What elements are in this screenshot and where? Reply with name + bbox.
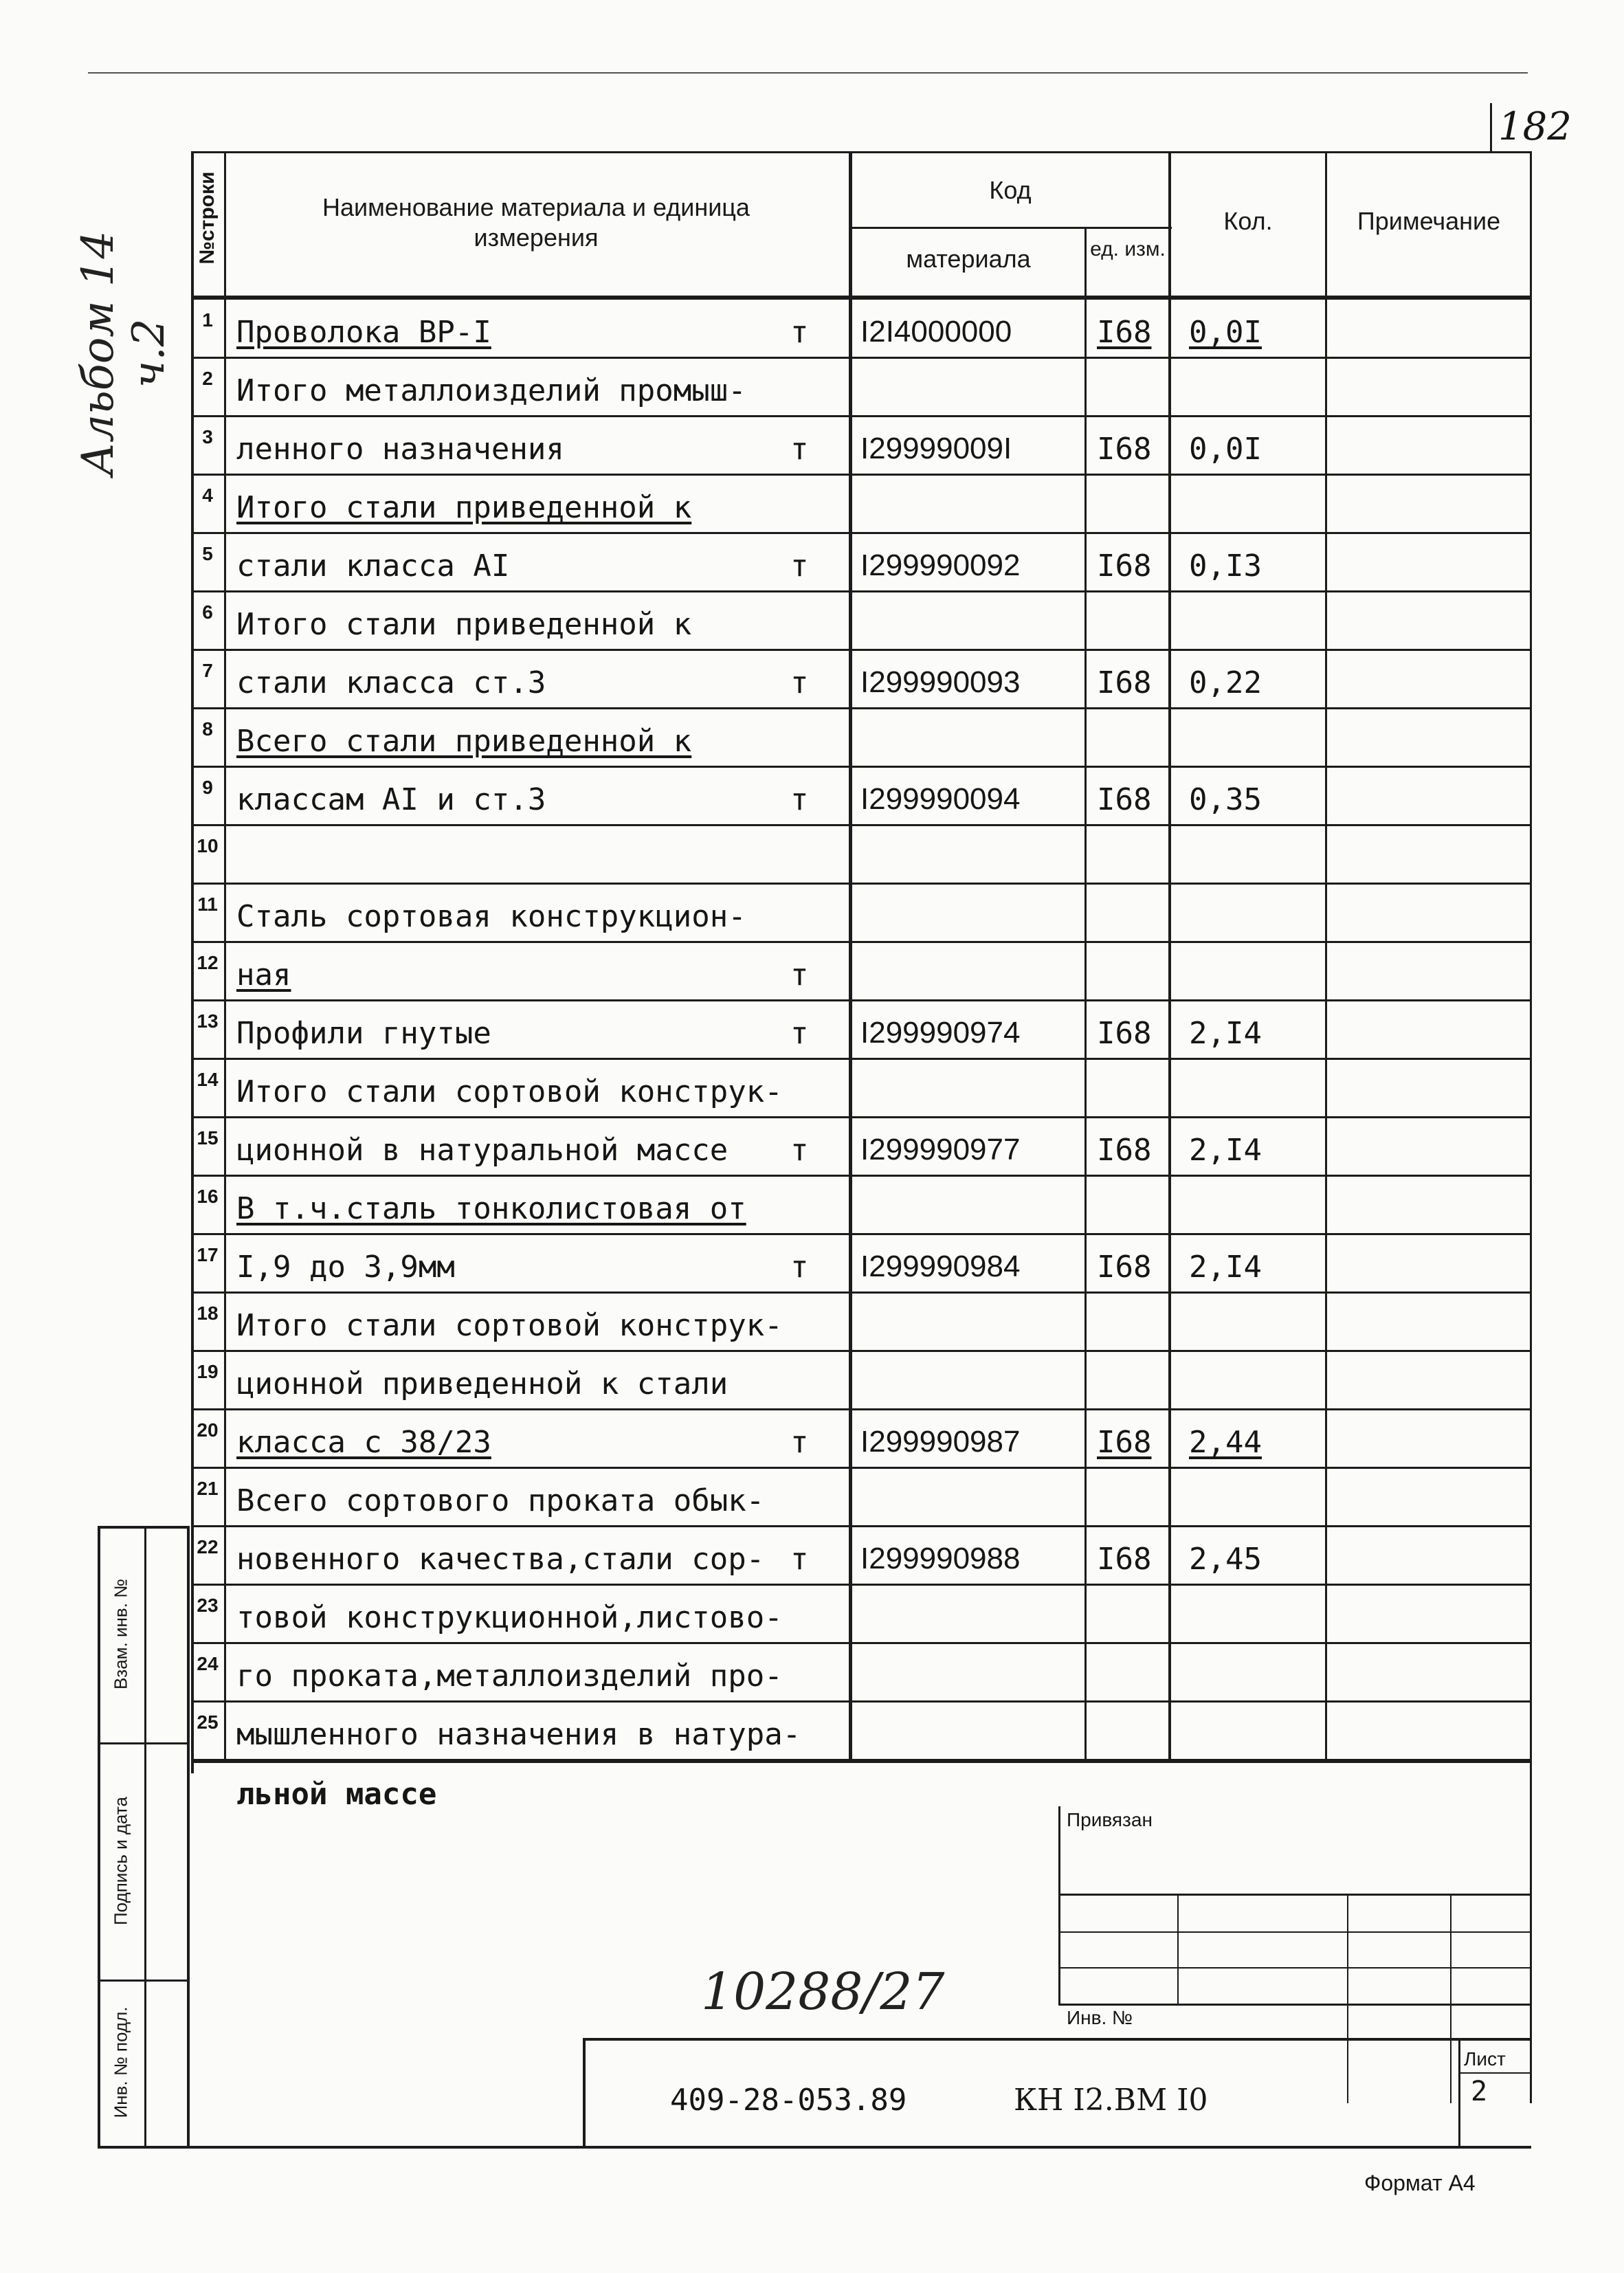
row-number: 16 <box>197 1186 219 1207</box>
quantity: 0,0I <box>1189 432 1262 467</box>
material-code: I299990988 <box>860 1542 1021 1575</box>
row-number: 18 <box>197 1302 219 1324</box>
row-divider <box>191 357 1531 359</box>
unit-letter: т <box>790 315 809 350</box>
unit-code: I68 <box>1097 782 1152 817</box>
quantity: 2,44 <box>1189 1425 1262 1460</box>
unit-code: I68 <box>1097 315 1152 350</box>
continuation-text: льной массе <box>236 1777 437 1812</box>
handwritten-number: 10288/27 <box>701 1962 945 2021</box>
material-code: I29999009I <box>860 432 1012 465</box>
privyazan-label: Привязан <box>1067 1809 1153 1830</box>
row-number: 9 <box>202 777 213 798</box>
header-note: Примечание <box>1357 207 1501 235</box>
unit-code: I68 <box>1097 1425 1152 1460</box>
row-divider <box>191 649 1531 651</box>
row-divider <box>191 1116 1531 1118</box>
header-code: Код <box>989 176 1032 204</box>
unit-letter: т <box>790 665 809 700</box>
row-number: 19 <box>197 1361 219 1382</box>
material-name: классам АI и ст.3 <box>236 782 546 817</box>
unit-letter: т <box>790 432 809 467</box>
material-code: I299990093 <box>860 665 1021 699</box>
material-name: Итого стали приведенной к <box>236 607 692 642</box>
material-name: Проволока ВР-I <box>236 315 491 350</box>
row-number: 25 <box>197 1711 219 1733</box>
unit-letter: т <box>790 548 809 584</box>
material-code: I299990092 <box>860 548 1021 582</box>
material-name: I,9 до 3,9мм <box>236 1250 455 1285</box>
header-qty: Кол. <box>1223 207 1273 235</box>
row-divider <box>191 1700 1531 1703</box>
inv-no-label: Инв. № <box>1067 2007 1133 2028</box>
side-label-inv: Инв. № подл. <box>110 2006 131 2118</box>
unit-code: I68 <box>1097 1250 1152 1285</box>
row-divider <box>191 415 1531 417</box>
material-name: стали класса АI <box>236 548 510 584</box>
quantity: 0,35 <box>1189 782 1262 817</box>
row-number: 3 <box>202 426 213 447</box>
album-note: Альбом 14 ч.2 <box>73 230 175 476</box>
material-name: Итого стали приведенной к <box>236 490 692 525</box>
row-divider <box>191 1350 1531 1352</box>
unit-code: I68 <box>1097 548 1152 584</box>
row-divider <box>191 999 1531 1001</box>
row-number: 11 <box>197 894 218 915</box>
row-divider <box>191 590 1531 592</box>
row-number: 15 <box>197 1127 219 1149</box>
material-name: ционной приведенной к стали <box>236 1366 728 1401</box>
unit-letter: т <box>790 1250 809 1285</box>
row-number: 2 <box>202 368 213 389</box>
quantity: 2,I4 <box>1189 1133 1262 1168</box>
material-name: Итого стали сортовой конструк- <box>236 1074 783 1109</box>
material-code: I299990987 <box>860 1425 1021 1459</box>
unit-letter: т <box>790 782 809 817</box>
unit-code: I68 <box>1097 432 1152 467</box>
designation-left: 409-28-053.89 <box>670 2083 907 2118</box>
unit-code: I68 <box>1097 665 1152 700</box>
row-divider <box>191 824 1531 826</box>
list-label: Лист <box>1464 2048 1506 2070</box>
row-divider <box>191 532 1531 534</box>
side-label-vzam: Взам. инв. № <box>110 1578 131 1690</box>
material-code: I299990984 <box>860 1250 1021 1283</box>
row-number: 5 <box>202 543 213 564</box>
unit-letter: т <box>790 1016 809 1051</box>
row-number: 10 <box>197 835 219 856</box>
material-name: Сталь сортовая конструкцион- <box>236 899 746 934</box>
material-name: В т.ч.сталь тонколистовая от <box>236 1191 746 1226</box>
side-label-podpis: Подпись и дата <box>110 1797 131 1926</box>
material-code: I299990977 <box>860 1133 1021 1166</box>
material-name: новенного качества,стали сор- <box>236 1542 765 1577</box>
unit-code: I68 <box>1097 1133 1152 1168</box>
page-number: 182 <box>1498 104 1572 149</box>
header-name: Наименование материала и единица измерения <box>322 193 750 252</box>
header-material: материала <box>906 245 1031 273</box>
material-name: Всего сортового проката обык- <box>236 1483 765 1518</box>
row-number: 12 <box>197 952 219 973</box>
row-divider <box>191 766 1531 768</box>
row-number: 7 <box>202 660 213 681</box>
material-name: стали класса ст.3 <box>236 665 546 700</box>
quantity: 0,22 <box>1189 665 1262 700</box>
unit-letter: т <box>790 1133 809 1168</box>
row-divider <box>191 883 1531 885</box>
quantity: 2,I4 <box>1189 1250 1262 1285</box>
row-divider <box>191 1525 1531 1527</box>
row-divider <box>191 1291 1531 1294</box>
material-name: мышленного назначения в натура- <box>236 1717 801 1752</box>
material-name: ционной в натуральной массе <box>236 1133 728 1168</box>
material-name: ная <box>236 957 291 993</box>
row-number: 21 <box>197 1478 219 1499</box>
row-divider <box>191 1233 1531 1235</box>
unit-letter: т <box>790 1425 809 1460</box>
quantity: 0,0I <box>1189 315 1262 350</box>
row-divider <box>191 941 1531 943</box>
material-name: го проката,металлоизделий про- <box>236 1659 783 1694</box>
row-number: 13 <box>197 1010 219 1032</box>
row-number: 20 <box>197 1419 219 1441</box>
material-name: Итого стали сортовой конструк- <box>236 1308 783 1343</box>
material-code: I2I4000000 <box>860 315 1012 348</box>
quantity: 0,I3 <box>1189 548 1262 584</box>
row-number: 1 <box>202 309 213 331</box>
row-divider <box>191 474 1531 476</box>
row-divider <box>191 1584 1531 1586</box>
row-number: 22 <box>197 1536 219 1557</box>
unit-letter: т <box>790 957 809 993</box>
row-divider <box>191 1175 1531 1177</box>
material-name: Профили гнутые <box>236 1016 491 1051</box>
material-name: Итого металлоизделий промыш- <box>236 373 746 408</box>
list-value: 2 <box>1471 2076 1488 2107</box>
row-number: 14 <box>197 1069 219 1090</box>
material-name: Всего стали приведенной к <box>236 724 692 759</box>
format-note: Формат А4 <box>1364 2171 1476 2195</box>
unit-letter: т <box>790 1542 809 1577</box>
row-number: 4 <box>202 485 213 506</box>
row-number: 23 <box>197 1595 219 1616</box>
designation-right: КН I2.ВМ I0 <box>1014 2083 1208 2118</box>
row-divider <box>191 1058 1531 1060</box>
header-unit: ед. изм. <box>1090 238 1166 260</box>
unit-code: I68 <box>1097 1542 1152 1577</box>
material-code: I299990094 <box>860 782 1021 816</box>
row-divider <box>191 1642 1531 1644</box>
material-name: класса с 38/23 <box>236 1425 491 1460</box>
row-divider <box>191 1408 1531 1410</box>
unit-code: I68 <box>1097 1016 1152 1051</box>
row-divider <box>191 1467 1531 1469</box>
quantity: 2,I4 <box>1189 1016 1262 1051</box>
row-number: 24 <box>197 1653 219 1674</box>
row-divider <box>191 707 1531 709</box>
row-number: 8 <box>202 718 213 740</box>
quantity: 2,45 <box>1189 1542 1262 1577</box>
material-code: I299990974 <box>860 1016 1021 1050</box>
row-number: 6 <box>202 601 213 623</box>
material-name: ленного назначения <box>236 432 564 467</box>
material-name: товой конструкционной,листово- <box>236 1600 783 1635</box>
header-row-no: №строки <box>196 171 219 265</box>
row-number: 17 <box>197 1244 219 1265</box>
row-divider <box>191 1759 1531 1761</box>
